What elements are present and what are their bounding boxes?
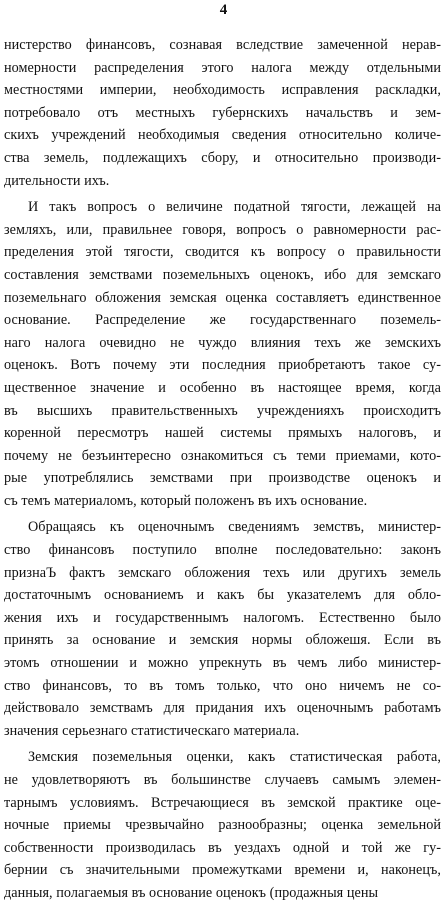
text-line: рые употреблялись земствами при производстве оценокъ и xyxy=(4,470,441,487)
text-line: поземельнаго обложения земская оценка составляетъ единственное xyxy=(4,289,441,306)
text-line: щественное значение и особенно въ настоящее время, когда xyxy=(4,379,441,396)
text-line: ство финансовъ поступило вполне последовательно: законъ xyxy=(4,542,441,559)
text-line: потребовало отъ местныхъ губернскихъ начальствъ и зем- xyxy=(4,104,441,121)
text-line: достаточнымъ основаниемъ и какъ бы указателемъ для обло- xyxy=(4,587,441,604)
text-line: И такъ вопросъ о величине податной тягости, лежащей на xyxy=(28,199,441,216)
text-line: не удовлетворяютъ въ большинстве случаевъ самымъ элемен- xyxy=(4,772,441,788)
text-line: жения ихъ и государственнымъ налогомъ. Естественно было xyxy=(4,609,441,626)
text-line: данныя, полагаемыя въ основание оценокъ (продажныя цены xyxy=(4,884,379,901)
page-number: 4 xyxy=(219,2,228,18)
text-line: ства земель, подлежащихъ сбору, и относительно производи- xyxy=(4,149,441,166)
text-line: пределения этой тягости, сводится къ вопросу о правильности xyxy=(4,244,441,261)
text-line: тарнымъ условиямъ. Встречающиеся въ земской практике оце- xyxy=(4,794,441,811)
text-line: земляхъ, или, правильнее говоря, вопросъ о равномерности рас- xyxy=(4,221,441,238)
text-line: дительности ихъ. xyxy=(4,172,110,189)
text-line: скихъ учреждений необходимыя сведения относительно количе- xyxy=(4,127,441,144)
text-line: съ темъ материаломъ, который положенъ въ ихъ основание. xyxy=(4,492,368,509)
text-line: оценокъ. Вотъ почему эти последния приобретаютъ такое су- xyxy=(4,357,441,374)
text-line: бернии съ значительными промежутками времени и, наконецъ, xyxy=(4,862,441,879)
text-line: составления земствами поземельныхъ оценокъ, ибо для земскаго xyxy=(4,266,441,283)
body-text xyxy=(4,34,441,905)
text-line: признаЪ фактъ земскаго обложения техъ или другихъ земель xyxy=(4,564,441,581)
text-line: принять за основание и земския нормы обложешя. Если въ xyxy=(4,632,441,649)
text-line: ночные приемы чрезвычайно разнообразны; оценка земельной xyxy=(4,817,441,834)
text-line: номерности распределения этого налога между отдельными xyxy=(4,59,441,76)
text-line: действовало земствамъ для придания ихъ оценочнымъ работамъ xyxy=(4,700,441,717)
paragraph xyxy=(4,34,441,192)
text-line: собственности производилась въ уездахъ одной и той же гу- xyxy=(4,839,441,856)
text-line: Обращаясь къ оценочнымъ сведениямъ земствъ, министер- xyxy=(28,519,441,536)
text-line: нистерство финансовъ, сознавая вследствие замеченной нерав- xyxy=(4,37,441,53)
paragraph xyxy=(4,196,441,512)
text-line: почему не безъинтересно ознакомиться съ теми приемами, кото- xyxy=(4,447,441,464)
paragraph xyxy=(4,746,441,904)
text-line: основание. Распределение же государственнаго поземель- xyxy=(4,312,441,329)
text-line: коренной пересмотръ нашей системы прямыхъ налоговъ, и xyxy=(4,425,441,442)
paragraph xyxy=(4,516,441,742)
text-line: местностями империи, необходимость исправления раскладки, xyxy=(4,82,441,99)
text-line: Земския поземельныя оценки, какъ статистическая работа, xyxy=(28,749,441,766)
text-line: ство финансовъ, то въ томъ только, что оно ничемъ не со- xyxy=(4,677,441,694)
text-line: въ высшихъ правительственныхъ учрежденияхъ происходитъ xyxy=(4,402,441,419)
text-line: наго налога очевидно не чуждо влияния техъ же земскихъ xyxy=(4,334,441,351)
text-line: этомъ отношении и можно упрекнуть въ чемъ либо министер- xyxy=(4,655,441,672)
text-line: значения серьезнаго статистическаго материала. xyxy=(4,722,300,739)
